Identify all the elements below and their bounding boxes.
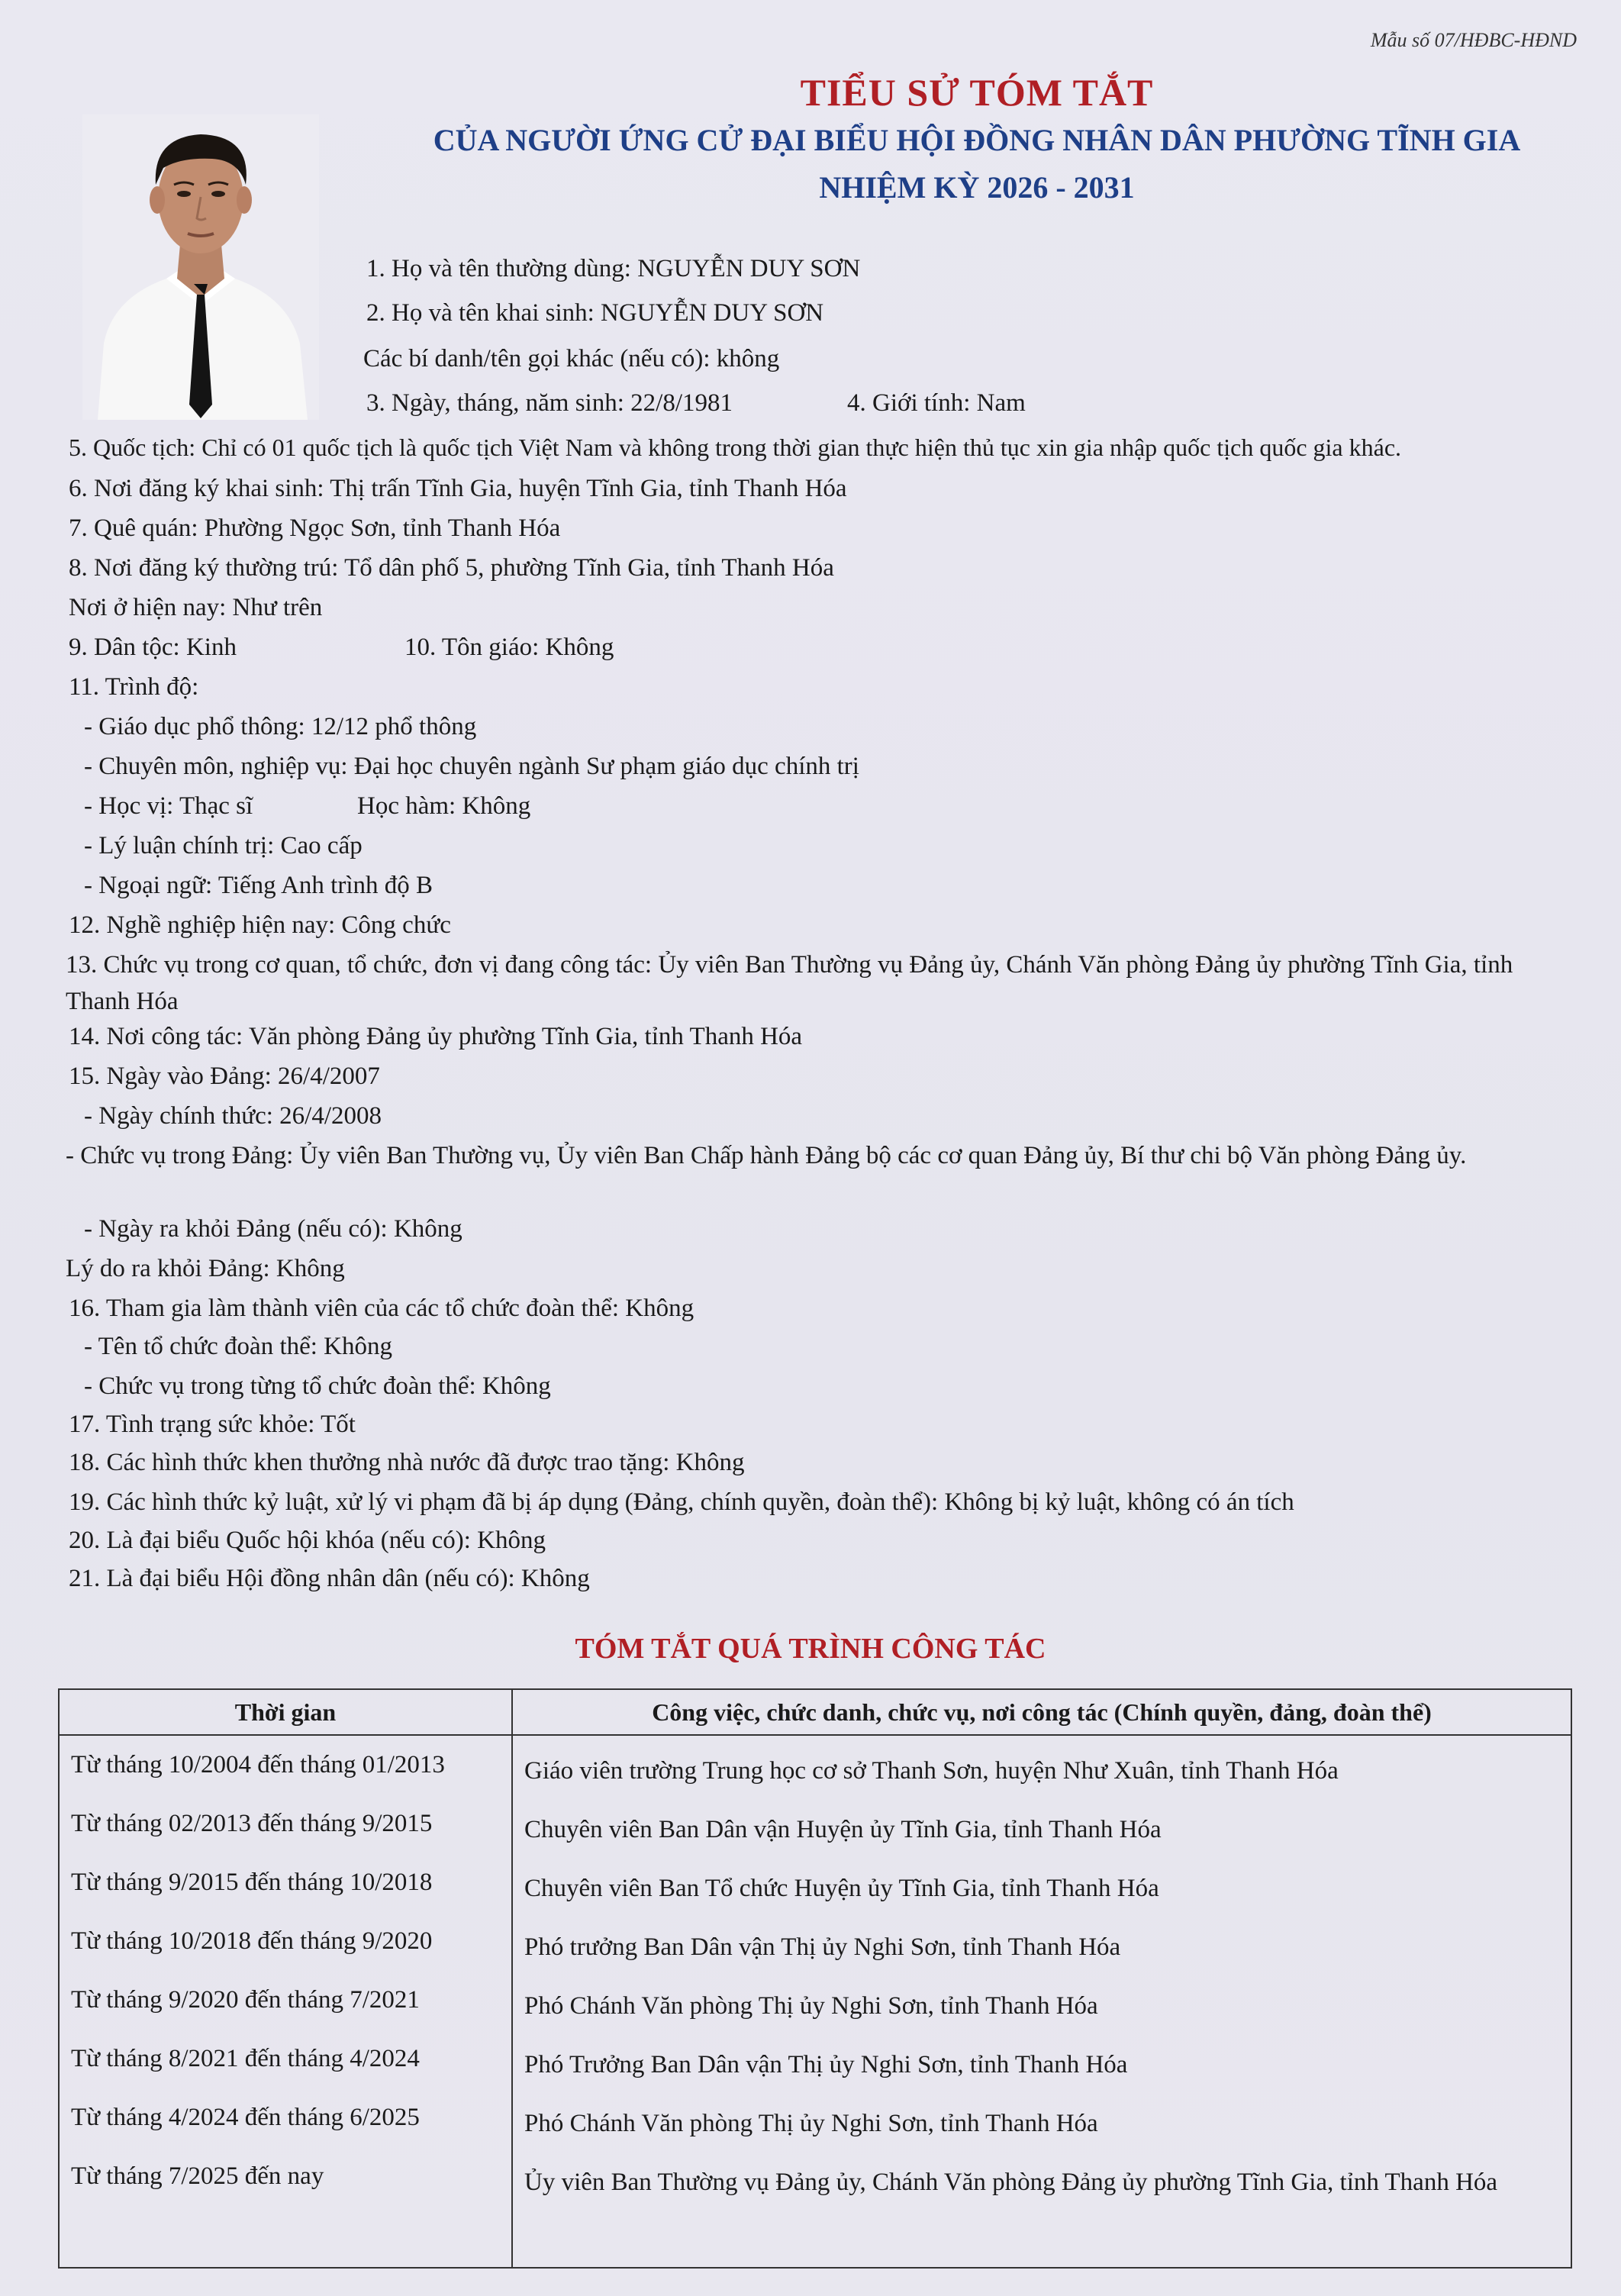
field-national-assembly: 20. Là đại biểu Quốc hội khóa (nếu có): Không xyxy=(69,1527,546,1554)
document-subtitle: CỦA NGƯỜI ỨNG CỬ ĐẠI BIỂU HỘI ĐỒNG NHÂN DÂN PHƯỜNG TĨNH GIA xyxy=(433,123,1521,157)
field-ethnicity: 9. Dân tộc: Kinh xyxy=(69,634,237,661)
job-cell: Chuyên viên Ban Tổ chức Huyện ủy Tĩnh Gia, tỉnh Thanh Hóa xyxy=(524,1875,1159,1902)
job-column-cell xyxy=(512,1735,1571,2268)
field-hometown: 7. Quê quán: Phường Ngọc Sơn, tỉnh Thanh Hóa xyxy=(69,514,561,542)
field-awards: 18. Các hình thức khen thưởng nhà nước đã được trao tặng: Không xyxy=(69,1449,745,1476)
time-cell: Từ tháng 7/2025 đến nay xyxy=(71,2162,324,2190)
field-current-residence: Nơi ở hiện nay: Như trên xyxy=(69,594,323,621)
field-party-exit-date: - Ngày ra khỏi Đảng (nếu có): Không xyxy=(84,1215,462,1243)
work-history-table xyxy=(58,1688,1572,2269)
document-term: NHIỆM KỲ 2026 - 2031 xyxy=(819,170,1135,205)
job-cell: Giáo viên trường Trung học cơ sở Thanh Sơn, huyện Như Xuân, tỉnh Thanh Hóa xyxy=(524,1757,1339,1785)
field-position: 13. Chức vụ trong cơ quan, tổ chức, đơn vị đang công tác: Ủy viên Ban Thường vụ Đảng ủy, Chánh Văn phòng Đảng ủy phường Tĩnh Gia, tỉnh Thanh Hóa xyxy=(66,951,1513,1015)
field-political-theory: - Lý luận chính trị: Cao cấp xyxy=(84,832,363,859)
column-header-time: Thời gian xyxy=(59,1689,512,1735)
field-peoples-council: 21. Là đại biểu Hội đồng nhân dân (nếu có): Không xyxy=(69,1565,590,1592)
field-education-heading: 11. Trình độ: xyxy=(69,673,199,701)
field-date-of-birth: 3. Ngày, tháng, năm sinh: 22/8/1981 xyxy=(366,389,733,417)
time-cell: Từ tháng 9/2020 đến tháng 7/2021 xyxy=(71,1986,420,2014)
time-cell: Từ tháng 8/2021 đến tháng 4/2024 xyxy=(71,2045,420,2072)
document-title: TIỂU SỬ TÓM TẮT xyxy=(800,71,1154,114)
table-row xyxy=(59,1735,1571,2268)
field-gender: 4. Giới tính: Nam xyxy=(847,389,1026,417)
field-permanent-residence: 8. Nơi đăng ký thường trú: Tổ dân phố 5, phường Tĩnh Gia, tỉnh Thanh Hóa xyxy=(69,554,834,582)
field-general-education: - Giáo dục phổ thông: 12/12 phổ thông xyxy=(84,713,477,740)
field-academic-rank: Học hàm: Không xyxy=(357,792,531,820)
field-party-official-date: - Ngày chính thức: 26/4/2008 xyxy=(84,1102,382,1130)
field-organizations: 16. Tham gia làm thành viên của các tổ chức đoàn thể: Không xyxy=(69,1295,694,1322)
field-discipline: 19. Các hình thức kỷ luật, xử lý vi phạm đã bị áp dụng (Đảng, chính quyền, đoàn thể): Không bị kỷ luật, không có án tích xyxy=(69,1488,1294,1516)
field-academic-degree: - Học vị: Thạc sĩ xyxy=(84,792,253,820)
field-religion: 10. Tôn giáo: Không xyxy=(404,634,614,661)
field-specialization: - Chuyên môn, nghiệp vụ: Đại học chuyên ngành Sư phạm giáo dục chính trị xyxy=(84,753,859,780)
field-health: 17. Tình trạng sức khỏe: Tốt xyxy=(69,1411,356,1438)
field-organization-position: - Chức vụ trong từng tổ chức đoàn thể: Không xyxy=(84,1372,551,1400)
time-cell: Từ tháng 10/2018 đến tháng 9/2020 xyxy=(71,1927,433,1955)
field-occupation: 12. Nghề nghiệp hiện nay: Công chức xyxy=(69,911,451,939)
field-organization-name: - Tên tổ chức đoàn thể: Không xyxy=(84,1333,393,1360)
field-birth-name: 2. Họ và tên khai sinh: NGUYỄN DUY SƠN xyxy=(366,299,824,327)
time-cell: Từ tháng 02/2013 đến tháng 9/2015 xyxy=(71,1810,433,1837)
job-cell: Phó trưởng Ban Dân vận Thị ủy Nghi Sơn, tỉnh Thanh Hóa xyxy=(524,1933,1121,1961)
work-history-title: TÓM TẮT QUÁ TRÌNH CÔNG TÁC xyxy=(575,1633,1046,1665)
field-workplace: 14. Nơi công tác: Văn phòng Đảng ủy phường Tĩnh Gia, tỉnh Thanh Hóa xyxy=(69,1023,803,1050)
field-party-join-date: 15. Ngày vào Đảng: 26/4/2007 xyxy=(69,1063,380,1090)
job-cell: Ủy viên Ban Thường vụ Đảng ủy, Chánh Văn phòng Đảng ủy phường Tĩnh Gia, tỉnh Thanh Hóa xyxy=(524,2169,1498,2196)
time-cell: Từ tháng 9/2015 đến tháng 10/2018 xyxy=(71,1869,433,1896)
job-cell: Phó Chánh Văn phòng Thị ủy Nghi Sơn, tỉnh Thanh Hóa xyxy=(524,2110,1098,2137)
time-cell: Từ tháng 10/2004 đến tháng 01/2013 xyxy=(71,1751,445,1778)
field-nationality: 5. Quốc tịch: Chỉ có 01 quốc tịch là quốc tịch Việt Nam và không trong thời gian thực hiện thủ tục xin gia nhập quốc tịch quốc gia khác. xyxy=(69,434,1402,461)
form-code: Mẫu số 07/HĐBC-HĐND xyxy=(1370,29,1577,51)
field-party-position: - Chức vụ trong Đảng: Ủy viên Ban Thường vụ, Ủy viên Ban Chấp hành Đảng bộ các cơ quan Đảng ủy, Bí thư chi bộ Văn phòng Đảng ủy. xyxy=(66,1142,1467,1169)
field-birth-registration: 6. Nơi đăng ký khai sinh: Thị trấn Tĩnh Gia, huyện Tĩnh Gia, tỉnh Thanh Hóa xyxy=(69,475,847,502)
job-cell: Chuyên viên Ban Dân vận Huyện ủy Tĩnh Gia, tỉnh Thanh Hóa xyxy=(524,1816,1162,1843)
field-alias: Các bí danh/tên gọi khác (nếu có): không xyxy=(363,345,780,372)
candidate-portrait-photo xyxy=(82,114,319,420)
time-cell: Từ tháng 4/2024 đến tháng 6/2025 xyxy=(71,2104,420,2131)
column-header-job: Công việc, chức danh, chức vụ, nơi công tác (Chính quyền, đảng, đoàn thể) xyxy=(512,1689,1571,1735)
job-cell: Phó Trưởng Ban Dân vận Thị ủy Nghi Sơn, tỉnh Thanh Hóa xyxy=(524,2051,1128,2078)
field-common-name: 1. Họ và tên thường dùng: NGUYỄN DUY SƠN xyxy=(366,255,861,282)
job-cell: Phó Chánh Văn phòng Thị ủy Nghi Sơn, tỉnh Thanh Hóa xyxy=(524,1992,1098,2020)
time-column-cell xyxy=(59,1735,512,2268)
field-foreign-language: - Ngoại ngữ: Tiếng Anh trình độ B xyxy=(84,872,433,899)
field-party-exit-reason: Lý do ra khỏi Đảng: Không xyxy=(66,1255,345,1282)
